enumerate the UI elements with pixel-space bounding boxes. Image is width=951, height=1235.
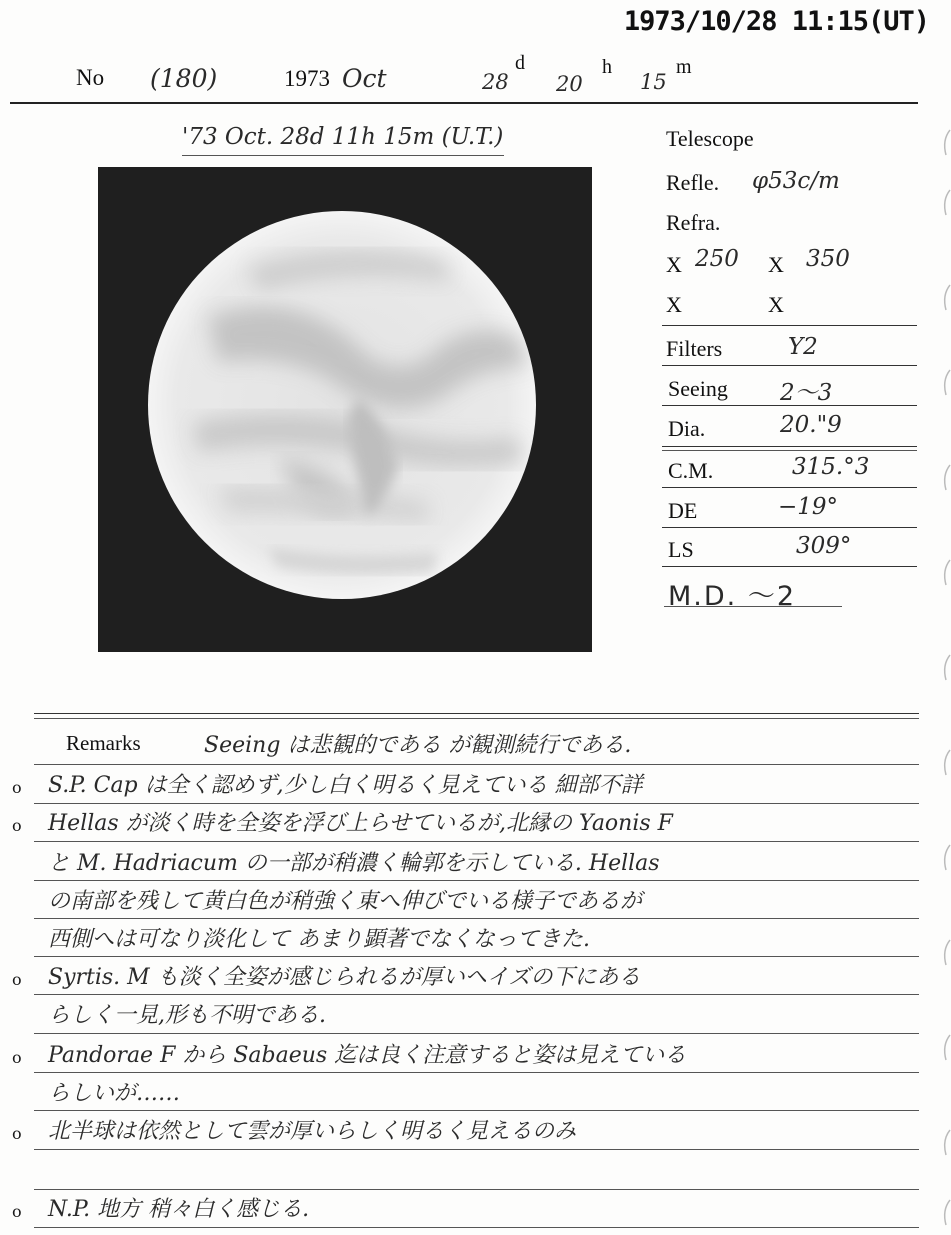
bullet-marker: o [12, 1124, 22, 1143]
declination-earth-value: −19° [778, 494, 839, 520]
remark-line-4: と M. Hadriacum の一部が稍濃く輪郭を示している. Hellas [48, 851, 660, 876]
line-rule-11 [34, 1149, 919, 1150]
diameter-value: 20."9 [780, 412, 842, 438]
remark-line-11: 北半球は依然として雲が厚いらしく明るく見えるのみ [48, 1119, 577, 1144]
solar-longitude-value: 309° [796, 533, 852, 559]
seeing-value: 2〜3 [780, 380, 833, 406]
bullet-marker: o [12, 1048, 22, 1067]
line-rule-12 [34, 1189, 919, 1190]
magnification-3-label: X [666, 292, 682, 317]
magnification-2-label: X [768, 252, 784, 277]
md-underline [664, 606, 842, 607]
refractor-label: Refra. [666, 210, 721, 235]
central-meridian-label: C.M. [668, 458, 714, 483]
central-meridian-rule [662, 487, 917, 488]
filters-rule [662, 365, 917, 366]
remark-line-10: らしいが…… [48, 1081, 181, 1106]
bullet-marker: o [12, 778, 22, 797]
diameter-label: Dia. [668, 416, 706, 441]
magnification-2-value: 350 [806, 246, 850, 272]
header-day: 28 [482, 70, 509, 94]
remark-line-8: らしく一見,形も不明である. [48, 1003, 326, 1028]
binder-edge-marks [936, 110, 951, 1235]
line-rule-8 [34, 1033, 919, 1034]
magnification-1-label: X [666, 252, 682, 277]
mars-disk-sketch [98, 167, 592, 652]
record-number-label: No [76, 65, 105, 90]
magnification-1-value: 250 [695, 246, 739, 272]
remarks-top-rule-2 [34, 718, 919, 719]
line-rule-6 [34, 956, 919, 957]
line-rule-7 [34, 994, 919, 995]
remark-line-2: S.P. Cap は全く認めず,少し白く明るく見えている 細部不詳 [48, 773, 643, 798]
remarks-label: Remarks [66, 731, 141, 755]
remark-line-1: Seeing は悲観的である が観測続行である. [204, 733, 632, 758]
timestamp-stamp: 1973/10/28 11:15(UT) [623, 6, 929, 37]
filters-label: Filters [666, 336, 723, 361]
drawing-caption: '73 Oct. 28d 11h 15m (U.T.) [182, 124, 504, 150]
filters-value: Y2 [788, 334, 818, 360]
line-rule-5 [34, 918, 919, 919]
remark-line-9: Pandorae F から Sabaeus 迄は良く注意すると姿は見えている [48, 1043, 687, 1068]
header-minute: 15 [640, 70, 667, 94]
reflector-value: φ53c/m [752, 168, 840, 194]
magnification-4-label: X [768, 292, 784, 317]
header-rule [10, 102, 918, 104]
line-rule-13 [34, 1227, 919, 1228]
reflector-label: Refle. [666, 170, 720, 195]
bullet-marker: o [12, 1202, 22, 1221]
record-number-value: (180) [150, 64, 218, 93]
diameter-rule-top [662, 446, 917, 447]
remark-line-5: の南部を残して黄白色が稍強く東へ伸びでいる様子であるが [48, 889, 643, 914]
declination-rule [662, 527, 917, 528]
header-month: Oct [342, 64, 387, 93]
header-hour: 20 [556, 72, 583, 96]
line-rule-1 [34, 764, 919, 765]
solar-longitude-label: LS [668, 537, 694, 562]
bullet-marker: o [12, 816, 22, 835]
remark-line-13: N.P. 地方 稍々白く感じる. [48, 1197, 310, 1222]
line-rule-10 [34, 1110, 919, 1111]
header-hour-unit: h [602, 56, 612, 78]
bullet-marker: o [12, 970, 22, 989]
seeing-label: Seeing [668, 376, 728, 401]
telescope-rule [662, 325, 917, 326]
declination-earth-label: DE [668, 498, 698, 523]
remark-line-7: Syrtis. M も淡く全姿が感じられるが厚いヘイズの下にある [48, 965, 641, 990]
planet-drawing [98, 167, 592, 652]
remarks-top-rule-1 [34, 713, 919, 714]
line-rule-2 [34, 803, 919, 804]
header-minute-unit: m [676, 56, 692, 78]
caption-underline [182, 155, 504, 156]
header-year: 1973 [284, 66, 330, 91]
remark-line-3: Hellas が淡く時を全姿を浮び上らせているが,北縁の Yaonis F [48, 811, 673, 836]
line-rule-3 [34, 841, 919, 842]
diameter-rule-bottom [662, 450, 917, 451]
seeing-rule [662, 405, 917, 406]
remark-line-6: 西側へは可なり淡化して あまり顕著でなくなってきた. [48, 927, 590, 952]
line-rule-4 [34, 880, 919, 881]
md-value: M.D. 〜2 [668, 581, 797, 612]
line-rule-9 [34, 1072, 919, 1073]
central-meridian-value: 315.°3 [792, 454, 870, 480]
header-day-unit: d [515, 52, 525, 74]
solar-longitude-rule [662, 566, 917, 567]
telescope-heading: Telescope [666, 126, 754, 151]
